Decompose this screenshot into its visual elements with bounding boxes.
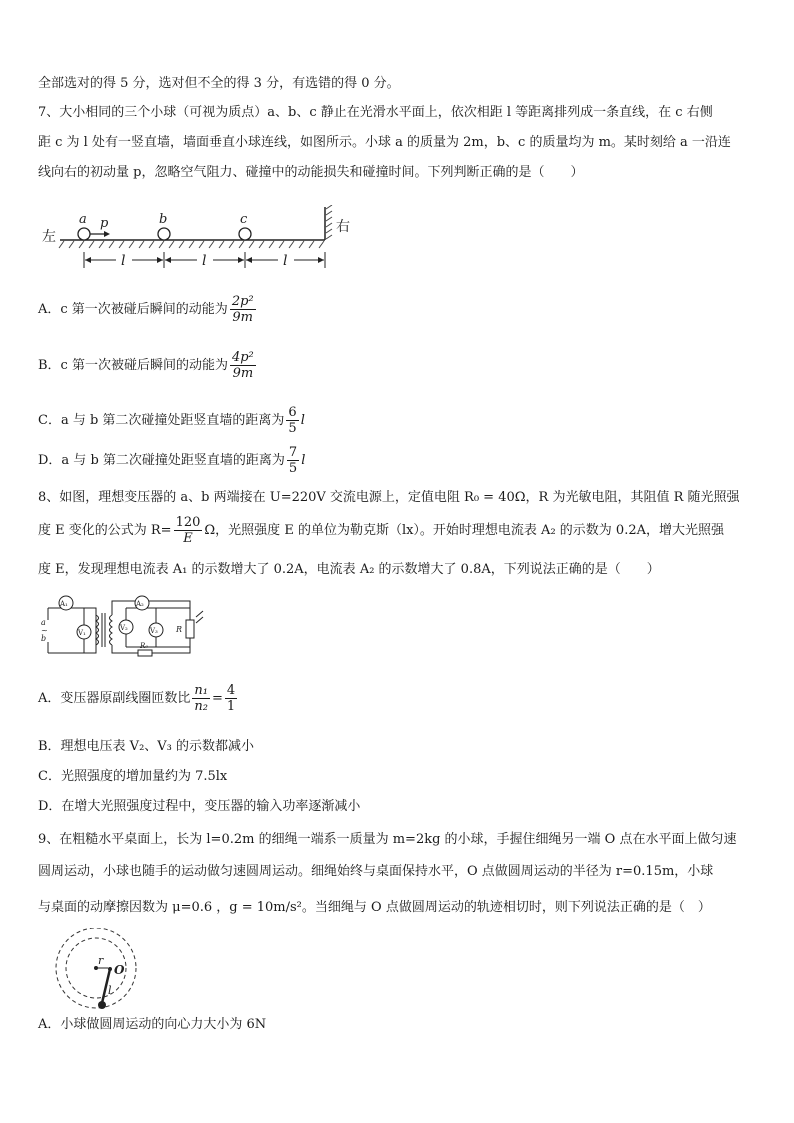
- svg-text:R₀: R₀: [140, 642, 149, 650]
- svg-text:l: l: [121, 253, 126, 269]
- svg-text:l: l: [108, 984, 112, 997]
- svg-text:A₁: A₁: [60, 600, 68, 608]
- svg-text:V₁: V₁: [78, 629, 86, 637]
- q8-text-line2: 度 E 变化的公式为 R= $\frac{120}{E}$ Ω，光照强度 E 的单位为勒克斯（lx）。开始时理想电流表 A₂ 的示数为 0.2A，增大光照强: [38, 515, 724, 546]
- svg-text:~: ~: [41, 626, 48, 635]
- q8-text-line3: 度 E，发现理想电流表 A₁ 的示数增大了 0.2A，电流表 A₂ 的示数增大了 0.8A，下列说法正确的是（ ）: [38, 562, 660, 577]
- q9-text-line2: 圆周运动，小球也随手的运动做匀速圆周运动。细绳始终与桌面保持水平，O 点做圆周运动的半径为 r=0.15m，小球: [38, 864, 714, 879]
- svg-text:c: c: [240, 212, 248, 227]
- section-instruction: 全部选对的得 5 分，选对但不全的得 3 分，有选错的得 0 分。: [38, 76, 400, 91]
- q9-option-a[interactable]: A．小球做圆周运动的向心力大小为 6N: [38, 1017, 267, 1032]
- q7-option-b[interactable]: B．c 第一次被碰后瞬间的动能为 $\frac{\text{4p²}}{9m}$: [38, 350, 254, 381]
- ball-c: [239, 228, 251, 240]
- svg-text:A₂: A₂: [136, 600, 144, 608]
- svg-text:V₂: V₂: [120, 624, 128, 632]
- q8-text-line1: 8、如图，理想变压器的 a、b 两端接在 U=220V 交流电源上，定值电阻 R₀ = 40Ω，R 为光敏电阻，其阻值 R 随光照强: [38, 490, 740, 505]
- svg-text:b: b: [159, 212, 168, 227]
- q7-figure-balls-wall: [38, 205, 368, 275]
- svg-text:a: a: [41, 618, 46, 627]
- q7-text-line2: 距 c 为 l 处有一竖直墙，墙面垂直小球连线，如图所示。小球 a 的质量为 2m，b、c 的质量均为 m。某时刻给 a 一沿连: [38, 135, 731, 150]
- label-left: 左: [42, 229, 56, 245]
- q8-option-b[interactable]: B．理想电压表 V₂、V₃ 的示数都减小: [38, 739, 255, 754]
- q9-text-line1: 9、在粗糙水平桌面上，长为 l=0.2m 的细绳一端系一质量为 m=2kg 的小球，手握住细绳另一端 O 点在水平面上做匀速: [38, 832, 737, 847]
- label-right: 右: [336, 219, 350, 235]
- svg-text:p: p: [100, 216, 109, 231]
- ball-a: [78, 228, 90, 240]
- q7-option-d[interactable]: D．a 与 b 第二次碰撞处距竖直墙的距离为 $\frac{7}{5}$ l: [38, 445, 306, 476]
- q9-figure-circles: [44, 928, 144, 1014]
- q8-option-c[interactable]: C．光照强度的增加量约为 7.5lx: [38, 769, 228, 784]
- svg-text:b: b: [41, 634, 47, 643]
- ball-b: [158, 228, 170, 240]
- svg-text:O: O: [114, 963, 125, 977]
- q8-option-a[interactable]: A．变压器原副线圈匝数比 $\frac{\text{n₁}}{\text{n₂}}$ = $\frac{4}{1}$: [38, 683, 236, 714]
- svg-text:r: r: [98, 954, 104, 967]
- svg-text:l: l: [202, 253, 207, 269]
- svg-text:a: a: [79, 212, 87, 227]
- q9-text-line3: 与桌面的动摩擦因数为 μ=0.6 ，g = 10m/s²。当细绳与 O 点做圆周运动的轨迹相切时，则下列说法正确的是（ ）: [38, 900, 711, 915]
- q7-option-a[interactable]: A．c 第一次被碰后瞬间的动能为 $\frac{\text{2p²}}{9m}$: [38, 294, 254, 325]
- q7-text-line3: 线向右的初动量 p，忽略空气阻力、碰撞中的动能损失和碰撞时间。下列判断正确的是（ ）: [38, 165, 584, 180]
- q8-figure-transformer-circuit: [38, 595, 208, 661]
- q7-option-c[interactable]: C．a 与 b 第二次碰撞处距竖直墙的距离为 $\frac{6}{5}$ l: [38, 405, 305, 436]
- svg-text:R: R: [176, 625, 183, 634]
- q7-text-line1: 7、大小相同的三个小球（可视为质点）a、b、c 静止在光滑水平面上，依次相距 l 等距离排列成一条直线，在 c 右侧: [38, 105, 713, 120]
- svg-text:V₃: V₃: [150, 627, 158, 635]
- svg-text:l: l: [283, 253, 288, 269]
- q8-option-d[interactable]: D．在增大光照强度过程中，变压器的输入功率逐渐减小: [38, 799, 361, 814]
